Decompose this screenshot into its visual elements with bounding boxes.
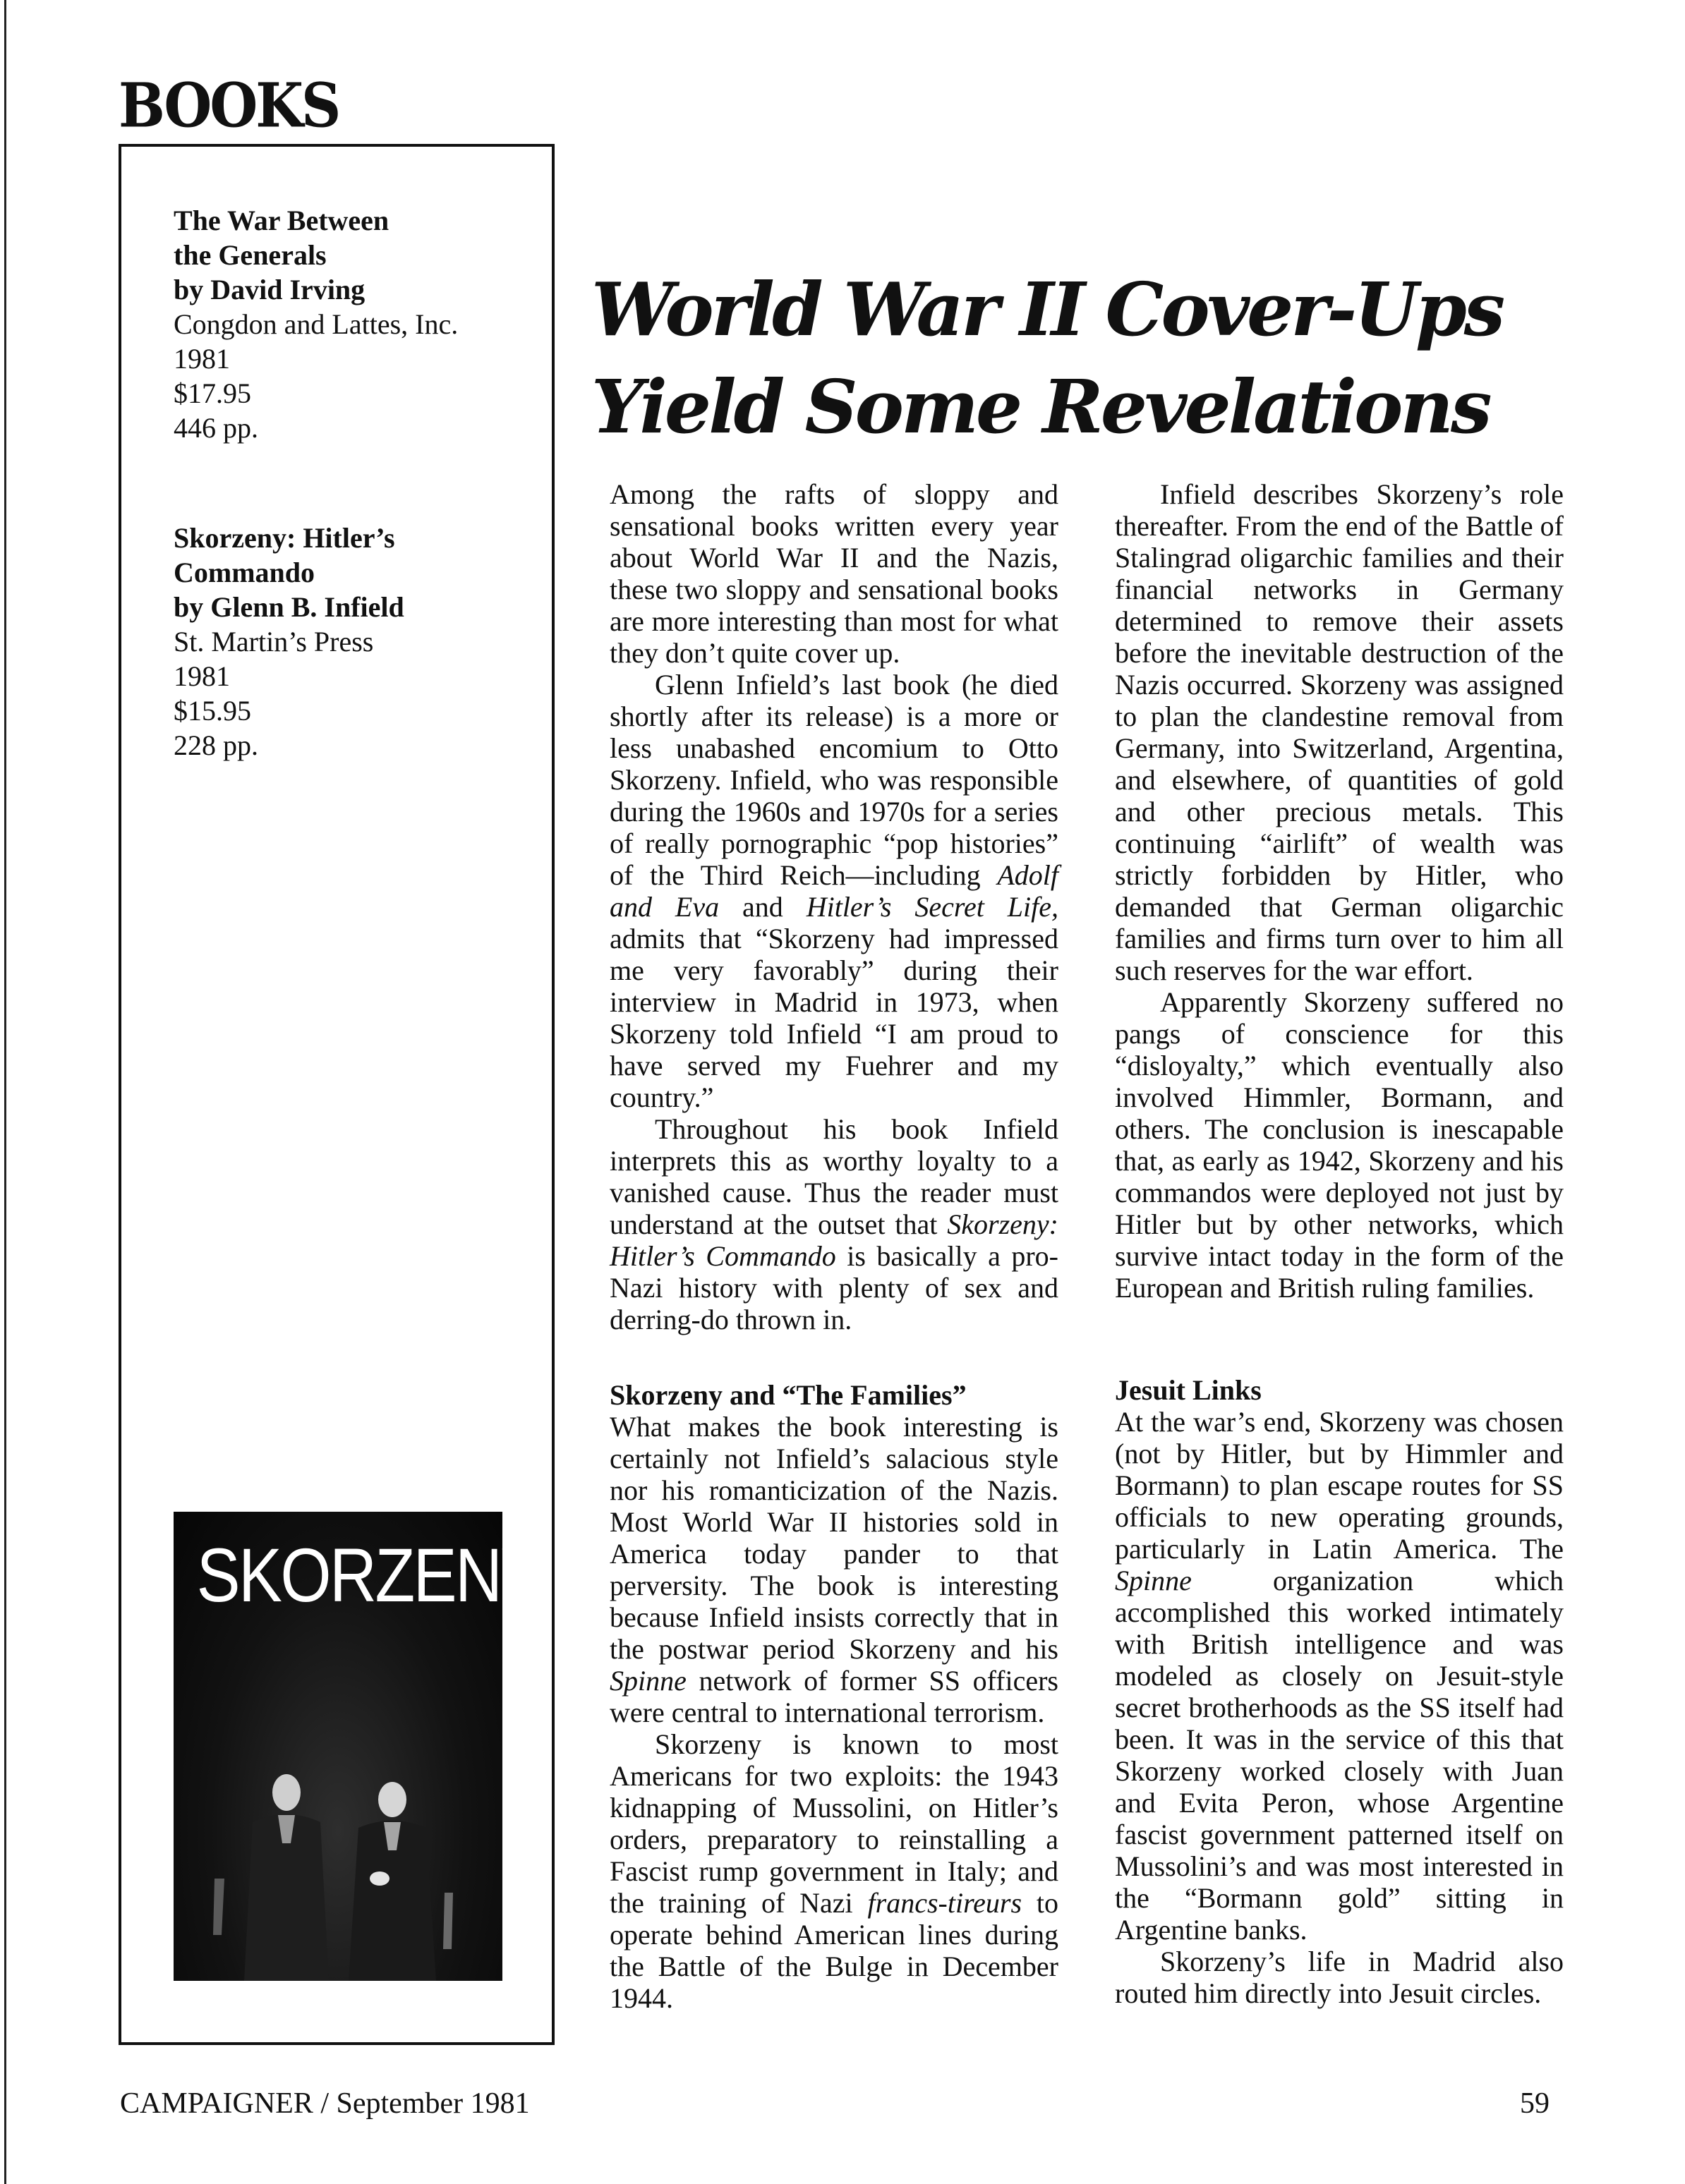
cover-photo-figures xyxy=(174,1512,543,1981)
book-pages: 446 pp. xyxy=(174,412,258,444)
article-headline xyxy=(591,261,1650,456)
footer-publication: CAMPAIGNER / September 1981 xyxy=(120,2087,530,2120)
footer-page-number: 59 xyxy=(1520,2087,1550,2120)
book-author: by Glenn B. Infield xyxy=(174,591,404,623)
paragraph: Skorzeny’s life in Madrid also routed him directly into Jesuit circles. xyxy=(1115,1946,1564,2009)
text-run: to operate behind American lines during the Battle of the Bulge in December 1944. xyxy=(610,1887,1058,2014)
book-price: $17.95 xyxy=(174,377,251,409)
book-price: $15.95 xyxy=(174,695,251,727)
paragraph: Infield describes Skorzeny’s role thereafter. From the end of the Battle of Stalingrad oligarchic families and their financial networks in Germany determined to remove their assets before the inevitable destruction of the Nazis occurred. Skorzeny was assigned to plan the clandestine removal from Germany, into Switzerland, Argentina, and elsewhere, of quantities of gold and other precious metals. This continuing “airlift” of wealth was strictly forbidden by Hitler, who demanded that German oligarchic families and firms turn over to him all such reserves for the war effort. xyxy=(1115,478,1564,986)
text-run: At the war’s end, Skorzeny was chosen (not by Hitler, but by Himmler and Bormann) to plan escape routes for SS officials to new operating grounds, particularly in Latin America. The xyxy=(1115,1406,1564,1565)
book-cover-image xyxy=(174,1512,543,1981)
text-run: and xyxy=(719,891,807,923)
paragraph: Among the rafts of sloppy and sensational books written every year about World War II and the Nazis, these two sloppy and sensational books are more interesting than most for what they don’t quite cover up. xyxy=(610,478,1058,669)
book-info-sidebar xyxy=(119,144,555,2045)
text-run: network of former SS officers were central to international terrorism. xyxy=(610,1665,1058,1728)
paragraph xyxy=(610,1411,1058,1728)
text-run: Throughout his book Infield interprets this as worthy loyalty to a vanished cause. Thus the reader must understand at the outset that xyxy=(610,1113,1058,1240)
paragraph xyxy=(610,1728,1058,2014)
paragraph xyxy=(1115,1406,1564,1946)
book-title-italic: Hitler’s Secret Life, xyxy=(806,891,1058,923)
book-title-line: The War Between xyxy=(174,205,389,236)
book-entry-skorzeny xyxy=(174,521,540,763)
book-title-line: Skorzeny: Hitler’s xyxy=(174,522,395,554)
subheading-jesuit-links: Jesuit Links xyxy=(1115,1374,1262,1406)
book-title-italic: Skorzeny: Hitler’s Commando xyxy=(610,1208,1058,1272)
book-publisher: St. Martin’s Press xyxy=(174,626,374,657)
book-author: by David Irving xyxy=(174,274,366,305)
paragraph xyxy=(610,1113,1058,1335)
italic-term: Spinne xyxy=(610,1665,687,1697)
text-run: admits that “Skorzeny had impressed me very favorably” during their interview in Madrid in 1973, when Skorzeny told Infield “I am proud to have served my Fuehrer and my country.” xyxy=(610,923,1058,1113)
italic-term: Spinne xyxy=(1115,1565,1192,1596)
italic-term: francs-tireurs xyxy=(867,1887,1022,1919)
book-publisher: Congdon and Lattes, Inc. xyxy=(174,308,459,340)
book-title-italic: Adolf and Eva xyxy=(610,859,1058,923)
subheading-skorzeny-families: Skorzeny and “The Families” xyxy=(610,1379,967,1411)
book-title-line: Commando xyxy=(174,557,315,588)
headline-line-2: Yield Some Revelations xyxy=(591,363,1490,450)
book-year: 1981 xyxy=(174,660,230,692)
book-title-line: the Generals xyxy=(174,239,327,271)
text-run: Skorzeny is known to most Americans for two exploits: the 1943 kidnapping of Mussolini, on Hitler’s orders, preparatory to reinstalling a Fascist rump government in Italy; and the training of Nazi xyxy=(610,1728,1058,1919)
text-run: organization which accomplished this worked intimately with British intelligence and was modeled as closely on Jesuit-style secret brotherhoods as the SS itself had been. It was in the service of this that Skorzeny worked closely with Juan and Evita Peron, whose Argentine fascist government patterned itself on Mussolini’s and was most interested in the “Bormann gold” sitting in Argentine banks. xyxy=(1115,1565,1564,1946)
text-run: What makes the book interesting is certainly not Infield’s salacious style nor his romanticization of the Nazis. Most World War II histories sold in America today pander to that perversity. The book is interesting because Infield insists correctly that in the postwar period Skorzeny and his xyxy=(610,1411,1058,1665)
paragraph xyxy=(610,669,1058,1113)
book-year: 1981 xyxy=(174,343,230,375)
article-column-1 xyxy=(610,478,1058,2014)
cover-title: SKORZENY xyxy=(196,1532,543,1618)
paragraph: Apparently Skorzeny suffered no pangs of conscience for this “disloyalty,” which eventually also involved Himmler, Bormann, and others. The conclusion is inescapable that, as early as 1942, Skorzeny and his commandos were deployed not just by Hitler but by other networks, which survive intact today in the form of the European and British ruling families. xyxy=(1115,986,1564,1304)
page-edge-line xyxy=(4,0,6,2184)
article-column-2 xyxy=(1115,478,1564,2009)
book-entry-war-between-generals xyxy=(174,203,540,445)
book-pages: 228 pp. xyxy=(174,729,258,761)
headline-line-1: World War II Cover-Ups xyxy=(591,266,1503,353)
section-label: BOOKS xyxy=(119,71,339,142)
text-run: is basically a pro-Nazi history with plenty of sex and derring-do thrown in. xyxy=(610,1240,1059,1335)
text-run: Glenn Infield’s last book (he died shortly after its release) is a more or less unabashed encomium to Otto Skorzeny. Infield, who was responsible during the 1960s and 1970s for a series of really pornographic “pop histories” of the Third Reich—including xyxy=(610,669,1058,891)
